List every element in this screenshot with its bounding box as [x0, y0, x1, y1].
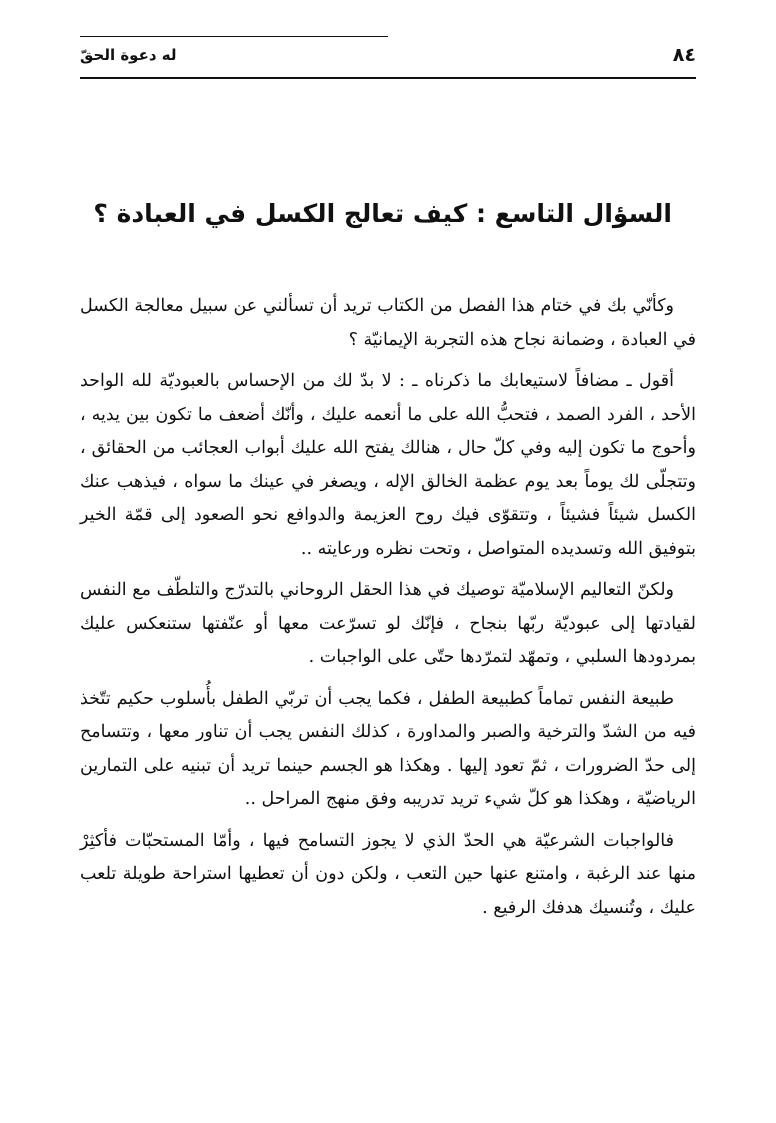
paragraph-4: طبيعة النفس تماماً كطبيعة الطفل ، فكما يجب أن تربّي الطفل بأُسلوب حكيم تتّخذ فيه من الشدّ والترخية والصبر والمداورة ، كذلك النفس يجب أن تناور معها ، وتتسامح إلى حدّ الضرورات ، ثمّ تعود إليها . وهكذا هو الجسم حينما تريد أن تبنيه على التمارين الرياضيّة ، وهكذا هو كلّ شيء تريد تدريبه وفق منهج المراحل ..: [80, 688, 696, 809]
header-divider: [80, 77, 696, 79]
paragraph-5: فالواجبات الشرعيّة هي الحدّ الذي لا يجوز التسامح فيها ، وأمّا المستحبّات فأكثِرْ منها عند الرغبة ، وامتنع عنها حين التعب ، ولكن دون أن تعطيها استراحة طويلة تلعب عليك ، وتُنسيك هدفك الرفيع .: [80, 830, 696, 918]
header-top-divider: [80, 36, 388, 37]
page-header: [80, 44, 696, 78]
paragraph-1: وكأنّي بك في ختام هذا الفصل من الكتاب تريد أن تسألني عن سبيل معالجة الكسل في العبادة ، وضمانة نجاح هذه التجربة الإيمانيّة ؟: [80, 296, 696, 350]
running-title: له دعوة الحقّ: [80, 46, 177, 64]
section-title: السؤال التاسع : كيف تعالج الكسل في العبادة ؟: [93, 199, 672, 228]
body-text: [80, 290, 696, 933]
page-number: ٨٤: [672, 44, 696, 66]
paragraph-2: أقول ـ مضافاً لاستيعابك ما ذكرناه ـ : لا بدّ لك من الإحساس بالعبوديّة لله الواحد الأحد ، الفرد الصمد ، فتحبُّ الله على ما أنعمه عليك ، وأنّك أضعف ما تكون بين يديه ، وأحوج ما تكون إليه وفي كلّ حال ، هنالك يفتح الله عليك أبواب العجائب من الحقائق ، وتتجلّى لك يوماً بعد يوم عظمة الخالق الإله ، ويصغر في عينك ما سواه ، فيذهب عنك الكسل شيئاً فشيئاً ، وتتقوّى فيك روح العزيمة والدوافع نحو الصعود إلى قمّة الخير بتوفيق الله وتسديده المتواصل ، وتحت نظره ورعايته ..: [80, 371, 696, 559]
paragraph-3: ولكنّ التعاليم الإسلاميّة توصيك في هذا الحقل الروحاني بالتدرّج والتلطّف مع النفس لقيادتها إلى عبوديّة ربّها بنجاح ، فإنّك لو تسرّعت معها أو عنّفتها ستنعكس عليك بمردودها السلبي ، وتمهّد لتمرّدها حتّى على الواجبات .: [80, 580, 696, 667]
